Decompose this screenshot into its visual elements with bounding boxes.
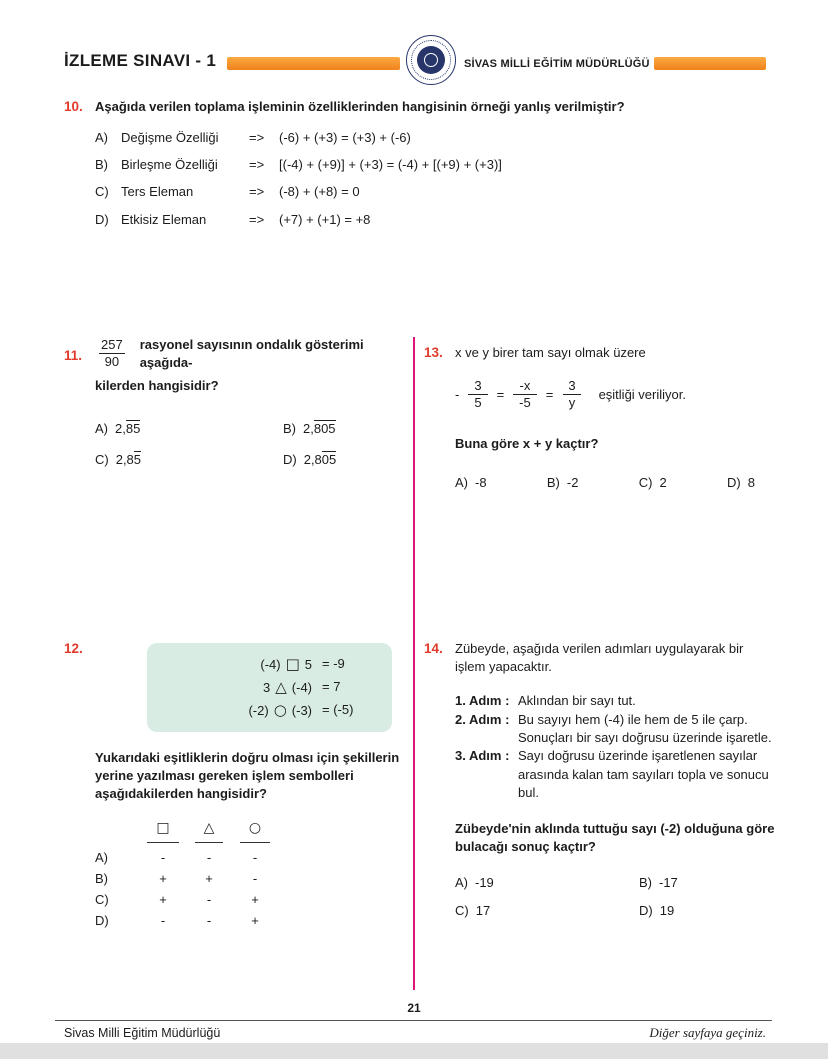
page-number: 21 — [407, 1001, 421, 1015]
option-value: 2,805 — [303, 421, 336, 437]
option-a: A) -19 — [455, 874, 494, 890]
option-expression: (-6) + (+3) = (+3) + (-6) — [279, 129, 411, 145]
fraction-negx-neg5: $\frac{-x}{-5}$ — [513, 378, 537, 412]
question-12 — [64, 640, 416, 931]
option-expression: [(-4) + (+9)] + (+3) = (-4) + [(+9) + (+3)] — [279, 157, 502, 173]
question-11-text-line2: kilerden hangisidir? — [95, 377, 219, 393]
question-10-text: Aşağıda verilen toplama işleminin özelliklerinden hangisinin örneği yanlış verilmiştir? — [95, 99, 625, 114]
option-c: C) 17 — [455, 903, 491, 919]
footer-organization: Sivas Milli Eğitim Müdürlüğü — [64, 1026, 221, 1040]
question-10-options — [95, 129, 770, 229]
row-label-c: C) — [95, 891, 109, 907]
repeating-overline: 05 — [321, 451, 337, 467]
question-13-equation — [455, 378, 776, 412]
table-corner-empty — [95, 818, 140, 847]
option-label: B) — [95, 157, 108, 173]
step-label: 1. Adım : — [455, 693, 510, 709]
cell: - — [206, 849, 212, 865]
equation-line-triangle: 3 △ (-4) = 7 — [263, 678, 341, 696]
option-d — [95, 211, 770, 229]
header-bar-right — [654, 57, 766, 70]
option-value: 2,85 — [115, 451, 142, 467]
cell: + — [251, 912, 259, 928]
option-b — [283, 420, 416, 438]
option-name: Birleşme Özelliği — [121, 157, 218, 173]
option-d: D) 8 — [727, 474, 755, 490]
step-2 — [455, 711, 776, 748]
triangle-icon: △ — [275, 678, 287, 696]
option-label: A) — [95, 421, 108, 437]
column-divider — [413, 337, 415, 990]
step-3 — [455, 747, 776, 802]
question-14-options — [455, 874, 776, 920]
fraction-numerator: 257 — [101, 337, 123, 353]
row-label-a: A) — [95, 849, 108, 865]
question-11-number: 11. — [64, 348, 83, 363]
option-name: Etkisiz Eleman — [121, 211, 207, 227]
option-name: Ters Eleman — [121, 184, 194, 200]
step-1 — [455, 692, 776, 710]
option-c: C) 2 — [638, 474, 667, 490]
option-arrow: => — [249, 184, 265, 200]
step-text: Bu sayıyı hem (-4) ile hem de 5 ile çarp. Sonuçları bir sayı doğrusu üzerinde işaretle. — [518, 711, 772, 745]
option-value: 2,85 — [115, 421, 141, 437]
option-label: D) — [95, 211, 109, 227]
question-13-options — [455, 474, 755, 492]
fraction-3-y: $\frac{3}{y}$ — [562, 378, 581, 412]
option-a: A) -8 — [455, 474, 487, 490]
footer-next-page-note: Diğer sayfaya geçiniz. — [649, 1025, 766, 1040]
square-icon: □ — [285, 655, 300, 673]
option-d — [283, 451, 416, 469]
repeating-overline: 5 — [133, 451, 142, 467]
cell: - — [206, 912, 212, 928]
equations-box — [147, 643, 392, 732]
question-12-number: 12. — [64, 641, 83, 656]
cell: - — [160, 912, 166, 928]
option-arrow: => — [249, 129, 265, 145]
meb-logo — [406, 35, 456, 85]
step-label: 2. Adım : — [455, 711, 510, 727]
option-arrow: => — [249, 157, 265, 173]
cell: - — [252, 870, 258, 886]
minus-sign: - — [455, 386, 460, 402]
question-10 — [64, 98, 770, 238]
option-a — [95, 420, 283, 438]
fraction-3-5: $\frac{3}{5}$ — [468, 378, 487, 412]
option-label: C) — [95, 184, 109, 200]
row-label-b: B) — [95, 870, 108, 886]
cell: + — [205, 870, 213, 886]
option-arrow: => — [249, 211, 265, 227]
option-expression: (+7) + (+1) = +8 — [279, 211, 371, 227]
option-b — [95, 156, 770, 174]
step-text: Aklından bir sayı tut. — [518, 693, 636, 709]
option-name: Değişme Özelliği — [121, 129, 219, 145]
question-14-number: 14. — [424, 641, 443, 656]
table-header-square: □ — [140, 818, 186, 847]
circle-icon: ○ — [273, 701, 287, 719]
question-13 — [424, 344, 776, 492]
fraction-denominator: 90 — [99, 353, 125, 370]
equation-line-circle: (-2) ○ (-3) = (-5) — [248, 701, 354, 719]
option-label: C) — [95, 451, 109, 467]
option-label: D) — [283, 451, 297, 467]
row-label-d: D) — [95, 912, 109, 928]
question-14-steps — [455, 692, 776, 803]
option-value: 2,805 — [303, 451, 337, 467]
exam-title: İZLEME SINAVI - 1 — [64, 51, 217, 70]
equation-tail-text: eşitliği veriliyor. — [598, 386, 686, 402]
question-14 — [424, 640, 776, 920]
fraction-257-90 — [95, 337, 129, 371]
option-a — [95, 129, 770, 147]
question-10-number: 10. — [64, 99, 83, 114]
option-c — [95, 451, 283, 469]
cell: + — [159, 891, 167, 907]
repeating-overline: 805 — [313, 421, 336, 437]
footer-rule — [55, 1020, 772, 1021]
page-bottom-strip — [0, 1043, 828, 1059]
option-expression: (-8) + (+8) = 0 — [279, 184, 360, 200]
question-13-intro: x ve y birer tam sayı olmak üzere — [455, 345, 646, 360]
equals-sign: = — [545, 386, 554, 402]
question-11 — [64, 336, 416, 469]
question-14-text: Zübeyde'nin aklında tuttuğu sayı (-2) olduğuna göre bulacağı sonuç kaçtır? — [455, 820, 775, 854]
cell: - — [160, 849, 166, 865]
option-b: B) -17 — [639, 874, 678, 890]
option-d: D) 19 — [639, 903, 675, 919]
table-header-circle: ○ — [232, 818, 278, 847]
cell: + — [251, 891, 259, 907]
question-14-intro: Zübeyde, aşağıda verilen adımları uygulayarak bir işlem yapacaktır. — [455, 641, 744, 674]
logo-emblem-icon — [417, 46, 445, 74]
option-b: B) -2 — [546, 474, 579, 490]
equals-sign: = — [496, 386, 505, 402]
question-11-text-line1: rasyonel sayısının ondalık gösterimi aşağıda- — [139, 337, 364, 370]
cell: - — [206, 891, 212, 907]
question-12-text: Yukarıdaki eşitliklerin doğru olması için şekillerin yerine yazılması gereken işlem sembolleri aşağıdakilerden hangisidir? — [95, 750, 400, 801]
organization-name: SİVAS MİLLİ EĞİTİM MÜDÜRLÜĞÜ — [464, 58, 650, 70]
question-13-number: 13. — [424, 345, 443, 360]
repeating-overline: 85 — [125, 421, 141, 437]
question-13-text: Buna göre x + y kaçtır? — [455, 436, 599, 452]
cell: + — [159, 870, 167, 886]
step-label: 3. Adım : — [455, 748, 510, 764]
option-c — [95, 183, 770, 201]
header-bar-left — [227, 57, 400, 70]
symbol-answer-table — [95, 818, 416, 931]
step-text: Sayı doğrusu üzerinde işaretlenen sayılar arasında kalan tam sayıları topla ve sonucu bul. — [518, 748, 769, 801]
question-11-options — [95, 420, 416, 468]
option-label: B) — [283, 421, 296, 437]
equation-line-square: (-4) □ 5 = -9 — [260, 655, 345, 673]
option-label: A) — [95, 129, 108, 145]
table-header-triangle: △ — [186, 818, 232, 847]
cell: - — [252, 849, 258, 865]
